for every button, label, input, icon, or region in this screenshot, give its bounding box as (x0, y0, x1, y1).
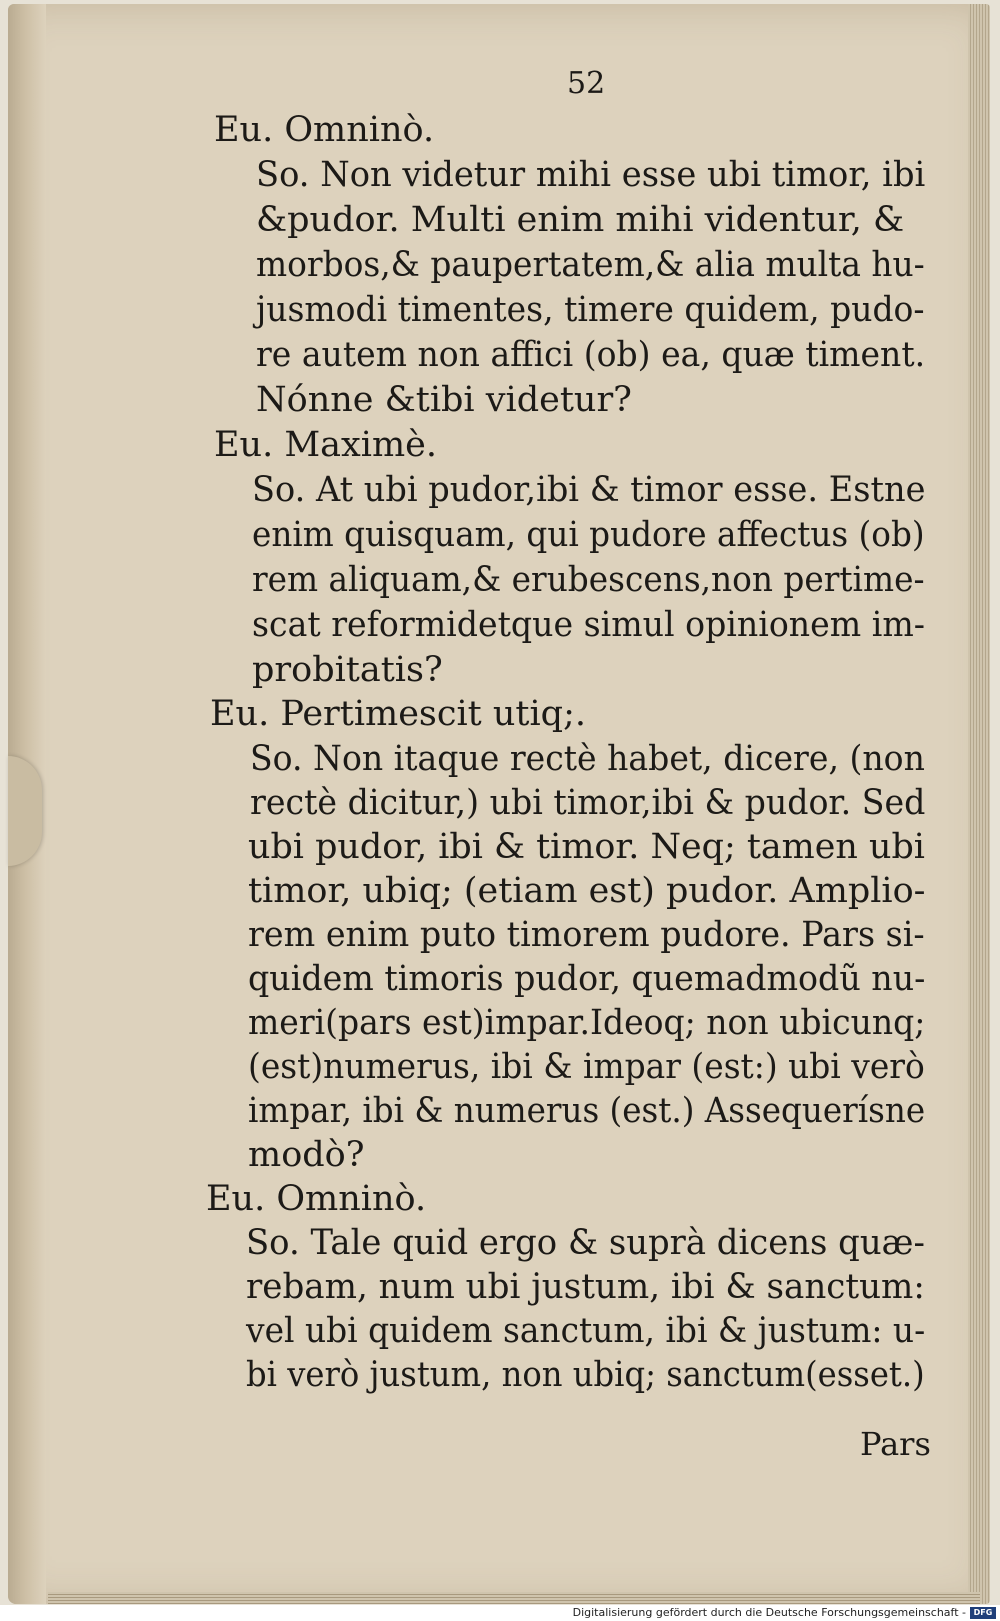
text-line: ubi pudor, ibi & timor. Neq; tamen ubi (248, 827, 925, 867)
text-line: re autem non affici (ob) ea, quæ timent. (256, 335, 926, 375)
text-line: timor, ubiq; (etiam est) pudor. Amplio- (248, 871, 926, 911)
text-line: rectè dicitur,) ubi timor,ibi & pudor. Sed (250, 783, 926, 823)
digitization-footer (0, 1605, 1000, 1621)
text-line: Eu. Pertimescit utiq;. (210, 694, 586, 734)
text-line: scat reformidetque simul opinionem im- (252, 605, 925, 645)
page-bottom-edge (48, 1592, 980, 1604)
text-line: probitatis? (252, 650, 443, 690)
text-line: jusmodi timentes, timere quidem, pudo- (256, 290, 925, 330)
text-line: enim quisquam, qui pudore affectus (ob) (252, 515, 925, 555)
text-line: morbos,& paupertatem,& alia multa hu- (256, 245, 925, 285)
text-line: meri(pars est)impar.Ideoq; non ubicunq; (248, 1003, 926, 1043)
page-clip (8, 756, 42, 866)
dfg-logo: DFG (970, 1607, 996, 1619)
text-line: So. At ubi pudor,ibi & timor esse. Estne (252, 470, 926, 510)
text-line: rem aliquam,& erubescens,non pertime- (252, 560, 925, 600)
text-line: modò? (248, 1135, 365, 1175)
text-line: (est)numerus, ibi & impar (est:) ubi verò (248, 1047, 925, 1087)
text-line: impar, ibi & numerus (est.) Assequerísne (248, 1091, 926, 1131)
page-number: 52 (567, 66, 606, 101)
text-line: Nónne &tibi videtur? (256, 380, 632, 420)
text-line: So. Non itaque rectè habet, dicere, (non (250, 739, 925, 779)
text-line: rebam, num ubi justum, ibi & sanctum: (246, 1267, 925, 1307)
text-line: Eu. Omninò. (214, 110, 435, 150)
text-line: rem enim puto timorem pudore. Pars si- (248, 915, 925, 955)
text-line: &pudor. Multi enim mihi videntur, & (256, 200, 905, 240)
text-line: So. Non videtur mihi esse ubi timor, ibi (256, 155, 926, 195)
text-line: quidem timoris pudor, quemadmodũ nu- (248, 959, 926, 999)
text-line: So. Tale quid ergo & suprà dicens quæ- (246, 1223, 925, 1263)
text-line: vel ubi quidem sanctum, ibi & justum: u- (246, 1311, 926, 1351)
text-line: Eu. Maximè. (214, 425, 438, 465)
catchword: Pars (860, 1425, 931, 1463)
text-line: Eu. Omninò. (206, 1179, 427, 1219)
text-line: bi verò justum, non ubiq; sanctum(esset.) (246, 1355, 925, 1395)
footer-credit: Digitalisierung gefördert durch die Deutsche Forschungsgemeinschaft - (572, 1606, 966, 1619)
page-fore-edge (968, 4, 990, 1604)
